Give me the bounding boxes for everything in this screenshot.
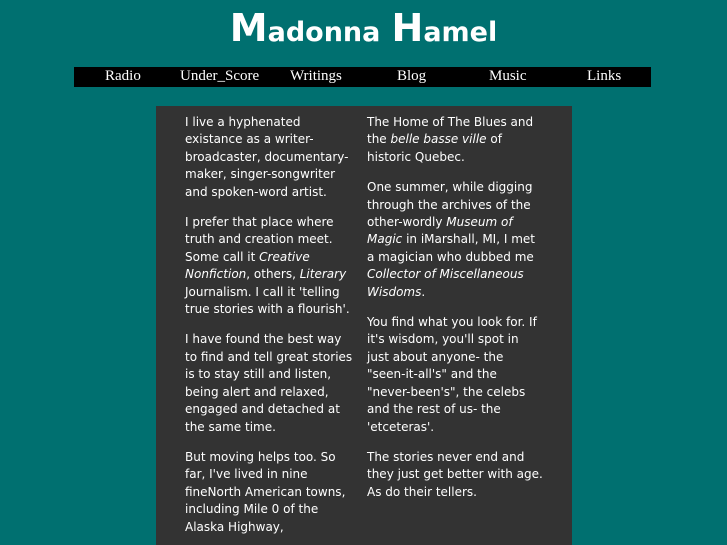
literary-emphasis: Literary <box>299 267 347 282</box>
nav-blog-link[interactable]: Blog <box>397 68 427 84</box>
site-title <box>0 6 727 50</box>
museum-of-magic-emphasis: Museum of Magic <box>367 215 513 247</box>
right-paragraph-3: You find what you look for. If it's wisdom, you'll spot in just about anyone- the "seen-it-all's" and the "never-been's", the celebs and the rest of us- the 'etceteras'. <box>367 315 537 434</box>
left-paragraph-2: I prefer that place where truth and creation meet. Some call it Creative Nonfiction, others, Literary Journalism. I call it 'telling true stories with a flourish'. <box>185 215 350 317</box>
left-paragraph-4: But moving helps too. So far, I've lived in nine fineNorth American towns, including Mile 0 of the Alaska Highway, <box>185 449 346 534</box>
title-initial-h: H <box>391 6 424 50</box>
creative-nonfiction-emphasis: Creative Nonfiction <box>185 249 310 282</box>
right-column <box>367 114 543 514</box>
main-nav <box>74 67 651 87</box>
collector-emphasis: Collector of Miscellaneous Wisdoms <box>367 267 524 299</box>
title-initial-m: M <box>229 6 268 50</box>
right-paragraph-1: The Home of The Blues and the belle basse ville of historic Quebec. <box>367 115 534 164</box>
left-paragraph-3: I have found the best way to find and tell great stories is to stay still and listen, being alert and relaxed, engaged and detached at the same time. <box>185 332 353 434</box>
title-rest-amel: amel <box>423 17 498 48</box>
right-paragraph-2: One summer, while digging through the archives of the other-wordly Museum of Magic in iMarshall, MI, I met a magician who dubbed me Collector of Miscellaneous Wisdoms. <box>367 180 535 299</box>
belle-basse-ville-emphasis: belle basse ville <box>390 132 487 147</box>
right-paragraph-4: The stories never end and they just get better with age. As do their tellers. <box>367 449 543 499</box>
left-column <box>185 114 357 545</box>
nav-music-link[interactable]: Music <box>489 68 527 84</box>
title-rest-adonna: adonna <box>267 17 381 48</box>
nav-links-link[interactable]: Links <box>587 68 622 84</box>
content-panel <box>156 106 572 545</box>
nav-under-score-link[interactable]: Under_Score <box>180 68 260 84</box>
nav-radio-link[interactable]: Radio <box>105 68 141 84</box>
nav-writings-link[interactable]: Writings <box>290 68 342 84</box>
left-paragraph-1: I live a hyphenated existance as a writer-broadcaster, documentary-maker, singer-songwriter and spoken-word artist. <box>185 115 349 199</box>
